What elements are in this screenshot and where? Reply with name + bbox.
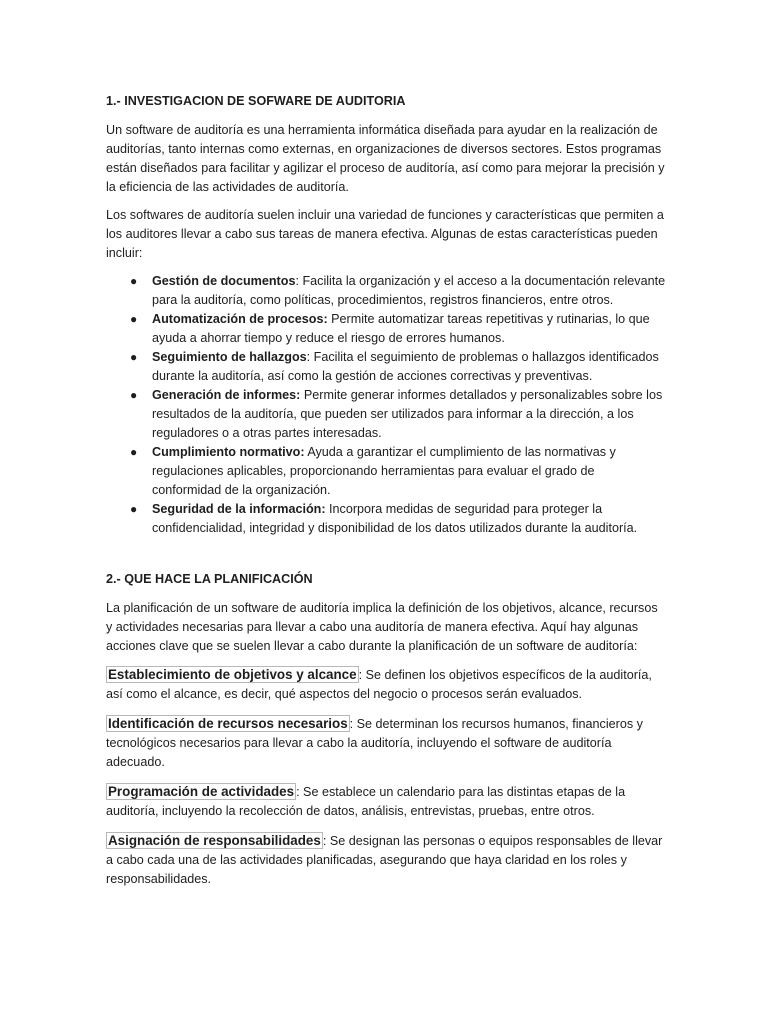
list-item (106, 443, 666, 500)
bullet-icon: ● (130, 274, 138, 288)
planning-item (106, 782, 666, 821)
planning-item-term: Identificación de recursos necesarios (108, 716, 348, 731)
planning-item-term: Establecimiento de objetivos y alcance (108, 667, 357, 682)
list-item-term: Automatización de procesos: (152, 312, 328, 326)
bullet-icon: ● (130, 312, 138, 326)
list-item (106, 386, 666, 443)
section-1-heading: 1.- INVESTIGACION DE SOFWARE DE AUDITORIA (106, 94, 406, 108)
planning-item-text: : Se designan las personas o equipos responsables de llevar a cabo cada una de las actividades planificadas, asegurando que haya claridad en los roles y responsabilidades. (106, 834, 663, 886)
list-item (106, 310, 666, 348)
planning-item (106, 665, 666, 704)
bullet-icon: ● (130, 350, 138, 364)
list-item-term: Seguimiento de hallazgos (152, 350, 307, 364)
planning-item-text: : Se determinan los recursos humanos, financieros y tecnológicos necesarios para llevar a cabo la auditoría, incluyendo el software de auditoría adecuado. (106, 717, 643, 769)
planning-item (106, 714, 666, 772)
list-item-term: Gestión de documentos (152, 274, 296, 288)
section-1-paragraph-2: Los softwares de auditoría suelen incluir una variedad de funciones y características que permiten a los auditores llevar a cabo sus tareas de manera efectiva. Algunas de estas características pueden incluir: (106, 208, 664, 260)
list-item-text: Incorpora medidas de seguridad para proteger la confidencialidad, integridad y disponibilidad de los datos utilizados durante la auditoría. (152, 502, 638, 535)
bullet-icon: ● (130, 388, 138, 402)
list-item-text: Permite generar informes detallados y personalizables sobre los resultados de la auditoría, que pueden ser utilizados para informar a la dirección, a los reguladores o a otras partes interesadas. (152, 388, 663, 440)
planning-item-term: Asignación de responsabilidades (108, 833, 321, 848)
list-item-term: Cumplimiento normativo: (152, 445, 305, 459)
list-item-term: Generación de informes: (152, 388, 301, 402)
section-1-paragraph-1: Un software de auditoría es una herramienta informática diseñada para ayudar en la realización de auditorías, tanto internas como externas, en organizaciones de diversos sectores. Estos programas están diseñados para facilitar y agilizar el proceso de auditoría, así como para mejorar la precisión y la eficiencia de las actividades de auditoría. (106, 123, 665, 194)
section-2-paragraph-1: La planificación de un software de auditoría implica la definición de los objetivos, alcance, recursos y actividades necesarias para llevar a cabo una auditoría de manera efectiva. Aquí hay algunas acciones clave que se suelen llevar a cabo durante la planificación de un software de auditoría: (106, 601, 658, 653)
list-item (106, 272, 666, 310)
planning-item-text: : Se definen los objetivos específicos de la auditoría, así como el alcance, es decir, qué aspectos del negocio o procesos serán evaluados. (106, 668, 652, 701)
bullet-icon: ● (130, 502, 138, 516)
document-body (106, 92, 666, 899)
section-2-heading: 2.- QUE HACE LA PLANIFICACIÓN (106, 572, 313, 586)
list-item (106, 348, 666, 386)
list-item-term: Seguridad de la información: (152, 502, 326, 516)
list-item-text: Ayuda a garantizar el cumplimiento de las normativas y regulaciones aplicables, proporcionando herramientas para evaluar el grado de conformidad de la organización. (152, 445, 616, 497)
list-item-text: : Facilita el seguimiento de problemas o hallazgos identificados durante la auditoría, así como la gestión de acciones correctivas y preventivas. (152, 350, 659, 383)
planning-item (106, 831, 666, 889)
features-list (106, 272, 666, 538)
list-item (106, 500, 666, 538)
planning-item-term: Programación de actividades (108, 784, 295, 799)
list-item-text: Permite automatizar tareas repetitivas y rutinarias, lo que ayuda a ahorrar tiempo y reduce el riesgo de errores humanos. (152, 312, 650, 345)
list-item-text: : Facilita la organización y el acceso a la documentación relevante para la auditoría, como políticas, procedimientos, registros financieros, entre otros. (152, 274, 666, 307)
bullet-icon: ● (130, 445, 138, 459)
planning-item-text: : Se establece un calendario para las distintas etapas de la auditoría, incluyendo la recolección de datos, análisis, entrevistas, pruebas, entre otros. (106, 785, 626, 818)
